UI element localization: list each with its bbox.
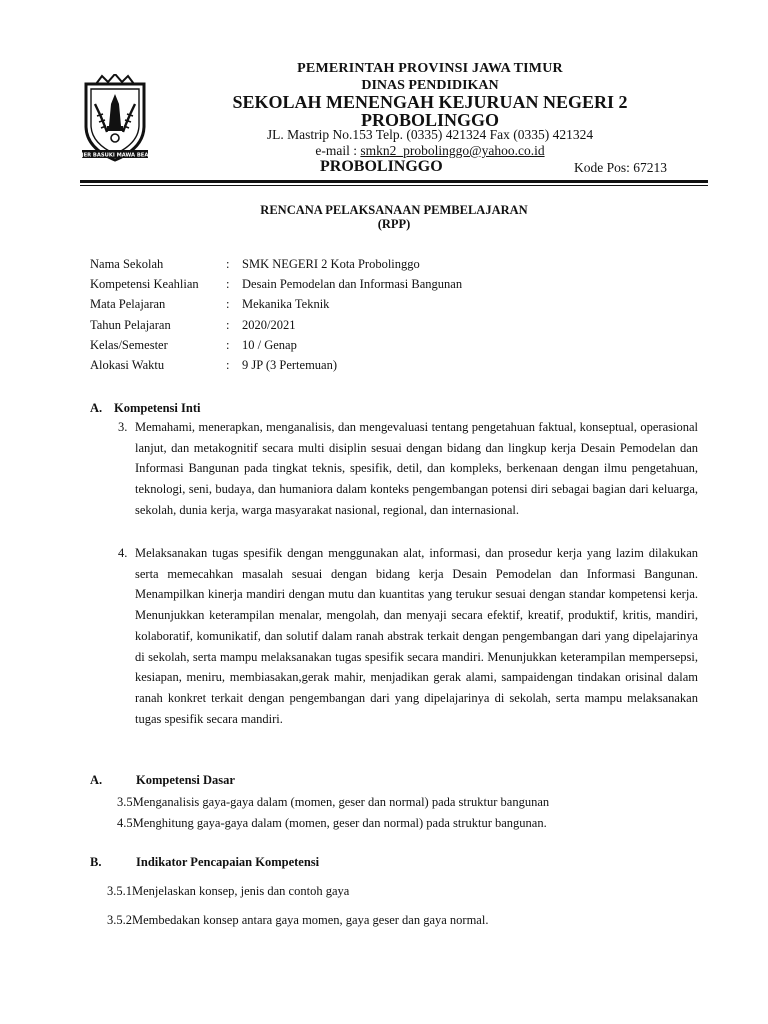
- kompetensi-inti-item: [118, 417, 698, 521]
- indikator-item: [107, 913, 488, 928]
- item-number: 3.5: [117, 795, 133, 809]
- school-email-line: [240, 143, 620, 159]
- east-java-emblem-icon: [78, 74, 152, 164]
- logo-motto: JER BASUKI MAWA BEA: [81, 152, 149, 159]
- item-number: 3.5.2: [107, 913, 132, 927]
- identity-colon: :: [226, 358, 230, 372]
- school-city: PROBOLINGGO: [360, 110, 499, 130]
- identity-label: Kompetensi Keahlian: [90, 277, 199, 291]
- identity-value: Mekanika Teknik: [242, 297, 330, 311]
- identity-colon: :: [226, 297, 230, 311]
- item-text: Melaksanakan tugas spesifik dengan menggunakan alat, informasi, dan prosedur kerja yang lazim dilakukan serta memecahkan masalah sesuai dengan bidang kerja Desain Pemodelan dan Informasi Bangunan. Menampilkan kinerja mandiri dengan mutu dan kuantitas yang terukur sesuai dengan standar kompetensi kerja. Menunjukkan keterampilan menalar, mengolah, dan menyaji secara efektif, kreatif, produktif, kritis, mandiri, kolaboratif, komunikatif, dan solutif dalam ranah abstrak terkait dengan pengembangan dari yang dipelajarinya di sekolah, serta mampu melaksanakan tugas spesifik secara mandiri. Menunjukkan keterampilan mempersepsi, kesiapan, meniru, membiasakan,gerak mahir, menjadikan gerak alami, sampaidengan tindakan orisinal dalam ranah konkret terkait dengan pengembangan dari yang dipelajarinya di sekolah, serta mampu melaksanakan tugas spesifik secara mandiri.: [135, 546, 698, 726]
- kompetensi-inti-item: [118, 543, 698, 729]
- section-letter: A.: [90, 773, 103, 787]
- identity-colon: :: [226, 318, 230, 332]
- indikator-item: [107, 884, 349, 899]
- school-address: JL. Mastrip No.153 Telp. (0335) 421324 Fax (0335) 421324: [266, 127, 594, 142]
- identity-label: Alokasi Waktu: [90, 358, 165, 372]
- identity-colon: :: [226, 338, 230, 352]
- item-text: Membedakan konsep antara gaya momen, gaya geser dan gaya normal.: [132, 913, 489, 927]
- item-number: 4.: [118, 546, 128, 560]
- section-letter: A.: [90, 401, 103, 415]
- section-title: Indikator Pencapaian Kompetensi: [136, 855, 320, 869]
- government-name: PEMERINTAH PROVINSI JAWA TIMUR: [297, 61, 563, 76]
- item-text: Memahami, menerapkan, menganalisis, dan mengevaluasi tentang pengetahuan faktual, konseptual, operasional lanjut, dan metakognitif secara multi disiplin sesuai dengan bidang dan lingkup kerja Desain Pemodelan dan Informasi Bangunan pada tingkat teknis, spesifik, detil, dan kompleks, berkenaan dengan ilmu pengetahuan, teknologi, seni, budaya, dan humaniora dalam konteks pengembangan potensi diri sebagai bagian dari keluarga, sekolah, dunia kerja, warga masyarakat nasional, regional, dan internasional.: [135, 420, 698, 517]
- identity-value: SMK NEGERI 2 Kota Probolinggo: [242, 257, 420, 271]
- school-name: SEKOLAH MENENGAH KEJURUAN NEGERI 2: [232, 92, 628, 112]
- identity-colon: :: [226, 277, 230, 291]
- identity-label: Kelas/Semester: [90, 338, 168, 352]
- identity-value: Desain Pemodelan dan Informasi Bangunan: [242, 277, 463, 291]
- letterhead-divider: [80, 180, 708, 183]
- identity-colon: :: [226, 257, 230, 271]
- letterhead-divider-thin: [80, 185, 708, 186]
- item-text: Menganalisis gaya-gaya dalam (momen, geser dan normal) pada struktur bangunan: [132, 795, 550, 809]
- email-label: e-mail :: [315, 143, 361, 158]
- item-text: Menjelaskan konsep, jenis dan contoh gaya: [132, 884, 350, 898]
- identity-label: Nama Sekolah: [90, 257, 164, 271]
- section-title: Kompetensi Dasar: [136, 773, 235, 787]
- kompetensi-dasar-item: [117, 816, 547, 831]
- document-title: RENCANA PELAKSANAAN PEMBELAJARAN: [260, 203, 528, 217]
- kompetensi-dasar-item: [117, 795, 549, 810]
- item-number: 3.: [118, 420, 128, 434]
- section-letter: B.: [90, 855, 102, 869]
- office-name: DINAS PENDIDIKAN: [361, 78, 499, 93]
- city-name: PROBOLINGGO: [320, 158, 443, 175]
- item-number: 4.5: [117, 816, 133, 830]
- identity-value: 2020/2021: [242, 318, 296, 332]
- document-subtitle: (RPP): [377, 217, 411, 231]
- email-link[interactable]: smkn2_probolinggo@yahoo.co.id: [360, 143, 545, 158]
- identity-value: 9 JP (3 Pertemuan): [242, 358, 338, 372]
- identity-label: Tahun Pelajaran: [90, 318, 171, 332]
- identity-value: 10 / Genap: [242, 338, 297, 352]
- postal-code: Kode Pos: 67213: [574, 160, 668, 175]
- item-text: Menghitung gaya-gaya dalam (momen, geser dan normal) pada struktur bangunan.: [132, 816, 547, 830]
- identity-label: Mata Pelajaran: [90, 297, 166, 311]
- section-title: Kompetensi Inti: [114, 401, 201, 415]
- item-number: 3.5.1: [107, 884, 132, 898]
